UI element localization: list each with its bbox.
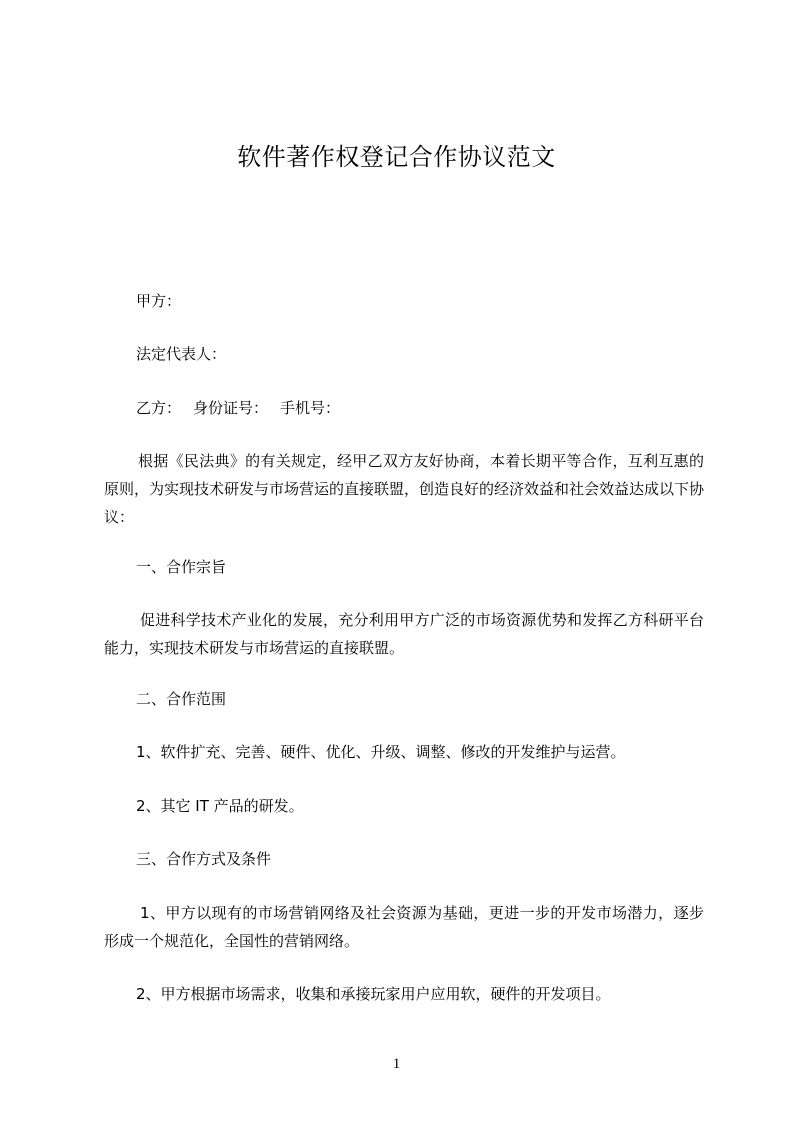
section-3-heading: 三、合作方式及条件 [136,850,272,868]
intro-paragraph: 根据《民法典》的有关规定，经甲乙双方友好协商，本着长期平等合作，互利互惠的原则，为实现技术研发与市场营运的直接联盟，创造良好的经济效益和社会效益达成以下协议： [104,452,705,526]
section-2-item-2: 2、其它 IT 产品的研发。 [136,797,304,815]
section-2-heading: 二、合作范围 [136,690,227,708]
party-b-line [136,399,340,417]
id-number-label: 身份证号： [193,399,269,417]
legal-representative-label: 法定代表人： [136,345,227,363]
party-a-label: 甲方： [136,292,182,310]
phone-number-label: 手机号： [280,399,341,417]
section-1-heading: 一、合作宗旨 [136,558,227,576]
party-b-label: 乙方： [136,399,182,417]
section-1-body: 促进科学技术产业化的发展，充分利用甲方广泛的市场资源优势和发挥乙方科研平台能力，实现技术研发与市场营运的直接联盟。 [104,611,704,657]
page-number: 1 [392,1056,401,1072]
section-2-item-1: 1、软件扩充、完善、硬件、优化、升级、调整、修改的开发维护与运营。 [136,743,626,761]
section-3-item-1: 1、甲方以现有的市场营销网络及社会资源为基础，更进一步的开发市场潜力，逐步形成一个规范化，全国性的营销网络。 [104,904,704,950]
document-title: 软件著作权登记合作协议范文 [237,143,556,171]
section-3-item-2: 2、甲方根据市场需求，收集和承接玩家用户应用软，硬件的开发项目。 [136,985,611,1003]
